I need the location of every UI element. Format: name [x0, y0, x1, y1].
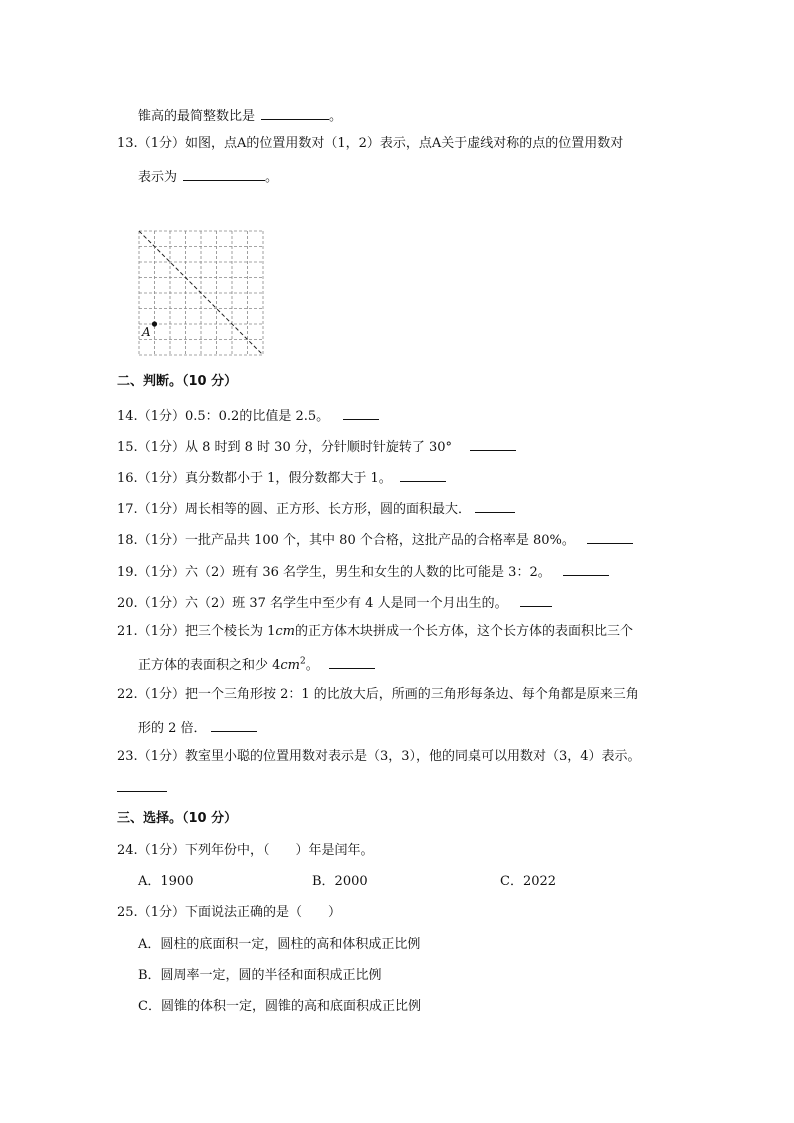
q23-line1: 23.（1分）教室里小聪的位置用数对表示是（3，3），他的同桌可以用数对（3，4）表示。 [117, 749, 641, 764]
q23-answer-blank[interactable] [117, 778, 167, 792]
q15-answer-blank[interactable] [470, 437, 516, 451]
q12-continuation: 锥高的最简整数比是 。 [138, 106, 342, 125]
q21-line2: 正方体的表面积之和少 $4cm^2$。 [138, 655, 375, 674]
q13-text-line1: 如图，点A的位置用数对（1，2）表示，点A关于虚线对称的点的位置用数对 [184, 136, 624, 151]
q17-text: 周长相等的圆、正方形、长方形，圆的面积最大． [184, 502, 471, 517]
q20-text: 六（2）班 37 名学生中至少有 4 人是同一个月出生的。 [184, 596, 508, 611]
q25: 25.（1分）下面说法正确的是（ ） [117, 905, 341, 920]
q21-answer-blank[interactable] [329, 655, 375, 669]
point-a-dot [152, 321, 157, 326]
q13-line1 [117, 136, 623, 152]
q22-line2: 形的 2 倍． [138, 718, 257, 737]
q17: 17.（1分）周长相等的圆、正方形、长方形，圆的面积最大． [117, 499, 515, 518]
q18-answer-blank[interactable] [587, 530, 633, 544]
q13-text-line2: 表示为 [138, 170, 178, 185]
q15-text: 从 8 时到 8 时 30 分，分针顺时针旋转了 30° [184, 440, 453, 455]
q13-number: 13. [117, 136, 138, 151]
q13-score: （1分） [137, 136, 185, 151]
q13-grid-figure [138, 230, 264, 356]
q25-option-c[interactable]: C．圆锥的体积一定，圆锥的高和底面积成正比例 [138, 999, 421, 1014]
q25-option-b[interactable]: B．圆周率一定，圆的半径和面积成正比例 [138, 968, 382, 983]
q14-text: 0.5：0.2的比值是 2.5。 [184, 409, 330, 424]
q24-option-a[interactable]: A．1900 [138, 874, 194, 889]
q19: 19.（1分）六（2）班有 36 名学生，男生和女生的人数的比可能是 3：2。 [117, 562, 609, 581]
section2-heading: 二、判断。（10 分） [117, 374, 238, 389]
point-a-label: A [142, 325, 151, 339]
q24-option-c[interactable]: C．2022 [500, 874, 557, 889]
q25-text: 下面说法正确的是（ ） [184, 905, 341, 920]
q20-answer-blank[interactable] [520, 593, 552, 607]
q18: 18.（1分）一批产品共 100 个，其中 80 个合格，这批产品的合格率是 80%。 [117, 530, 633, 549]
q16-answer-blank[interactable] [400, 468, 446, 482]
q16: 16.（1分）真分数都小于 1，假分数都大于 1。 [117, 468, 446, 487]
q17-answer-blank[interactable] [475, 499, 515, 513]
q24-option-b[interactable]: B．2000 [312, 874, 368, 889]
q19-text: 六（2）班有 36 名学生，男生和女生的人数的比可能是 3：2。 [184, 565, 551, 580]
q22-line1: 22.（1分）把一个三角形按 2：1 的比放大后，所画的三角形每条边、每个角都是原来三角 [117, 687, 639, 702]
q13-answer-blank[interactable] [183, 167, 265, 181]
q18-text: 一批产品共 100 个，其中 80 个合格，这批产品的合格率是 80%。 [184, 533, 575, 548]
q12-answer-blank[interactable] [261, 106, 329, 120]
q22-answer-blank[interactable] [211, 718, 257, 732]
q19-answer-blank[interactable] [563, 562, 609, 576]
q16-text: 真分数都小于 1，假分数都大于 1。 [184, 471, 392, 486]
q20: 20.（1分）六（2）班 37 名学生中至少有 4 人是同一个月出生的。 [117, 593, 552, 612]
q13-line2: 表示为 。 [138, 167, 278, 186]
q21-line1: 21.（1分）把三个棱长为 1cm的正方体木块拼成一个长方体，这个长方体的表面积比三个 [117, 624, 633, 639]
section3-heading: 三、选择。（10 分） [117, 811, 238, 826]
q14: 14.（1分）0.5：0.2的比值是 2.5。 [117, 406, 379, 425]
q12-text: 锥高的最简整数比是 [138, 109, 256, 124]
q14-answer-blank[interactable] [343, 406, 379, 420]
q23-line2 [117, 778, 167, 797]
q24-text: 下列年份中，（ ）年是闰年。 [184, 843, 374, 858]
q25-option-a[interactable]: A．圆柱的底面积一定，圆柱的高和体积成正比例 [138, 937, 421, 952]
q15: 15.（1分）从 8 时到 8 时 30 分，分针顺时针旋转了 30° [117, 437, 516, 456]
q24: 24.（1分）下列年份中，（ ）年是闰年。 [117, 843, 374, 858]
